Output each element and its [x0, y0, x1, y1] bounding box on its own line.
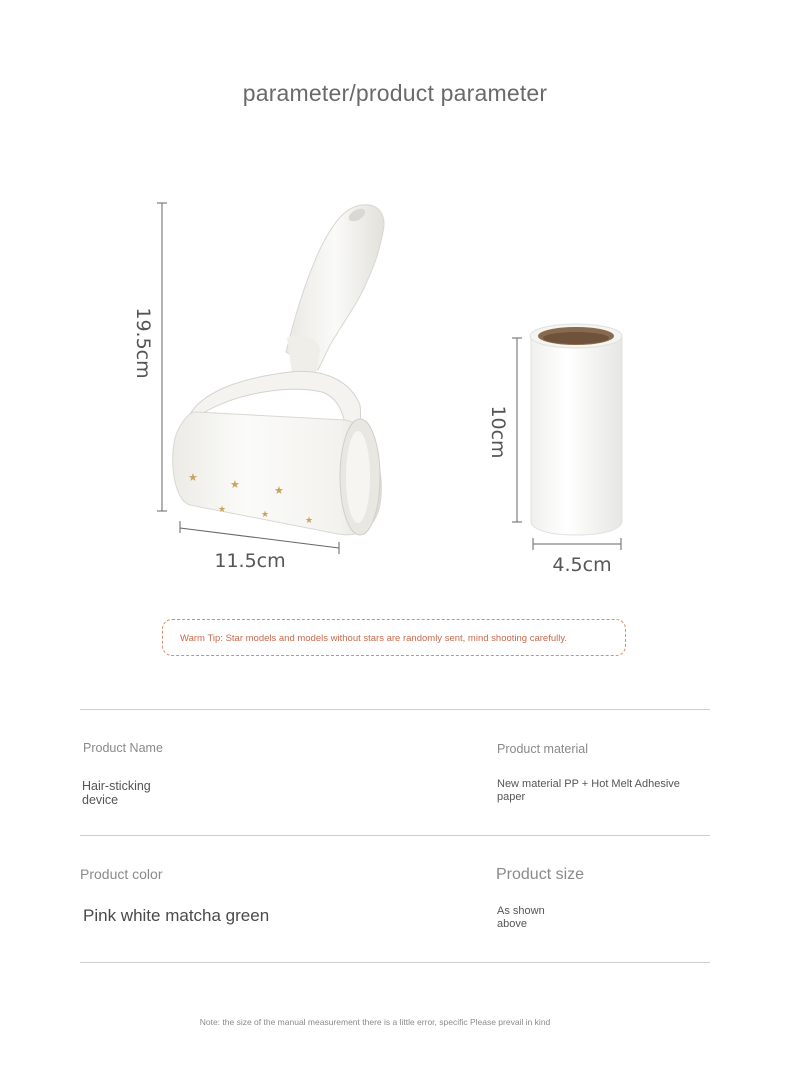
product-name-label: Product Name: [83, 741, 163, 755]
roller-height-dimension: [157, 203, 167, 511]
roller-height-label: 19.5cm: [132, 307, 154, 379]
product-color-label: Product color: [80, 866, 163, 882]
product-material-value: [497, 778, 680, 804]
product-name-value: [82, 779, 151, 807]
roller-drum: [173, 412, 382, 535]
product-material-label: Product material: [497, 742, 589, 756]
refill-height-label: 10cm: [487, 405, 509, 459]
refill-width-dimension: [533, 538, 621, 550]
star-icon: ★: [218, 505, 227, 515]
divider: [80, 709, 710, 710]
page-title: parameter/product parameter: [242, 80, 548, 106]
product-color-value: Pink white matcha green: [83, 906, 270, 925]
product-illustration: [0, 180, 790, 600]
warm-tip-box: Warm Tip: Star models and models without stars are randomly sent, mind shooting carefully.: [162, 619, 626, 656]
product-name-value-line1: Hair-sticking: [82, 779, 151, 793]
star-icon: ★: [230, 478, 240, 491]
star-icon: ★: [261, 510, 270, 520]
product-size-label: Product size: [496, 866, 585, 883]
product-material-value-line1: New material PP + Hot Melt Adhesive: [497, 778, 680, 790]
product-size-value: [497, 905, 545, 931]
star-icon: ★: [305, 516, 314, 526]
product-size-value-line1: As shown: [497, 905, 545, 917]
refill-width-label: 4.5cm: [552, 554, 612, 576]
product-name-value-line2: device: [82, 793, 119, 807]
measurement-note: Note: the size of the manual measurement there is a little error, specific Please prevail in kind: [199, 1017, 551, 1027]
roller-width-label: 11.5cm: [214, 550, 286, 572]
divider: [80, 962, 710, 963]
divider: [80, 835, 710, 836]
refill-roll: [530, 324, 622, 535]
product-material-value-line2: paper: [497, 791, 526, 803]
star-icon: ★: [274, 484, 284, 497]
star-icon: ★: [188, 471, 198, 484]
product-size-value-line2: above: [497, 918, 527, 930]
refill-height-dimension: [512, 338, 522, 522]
